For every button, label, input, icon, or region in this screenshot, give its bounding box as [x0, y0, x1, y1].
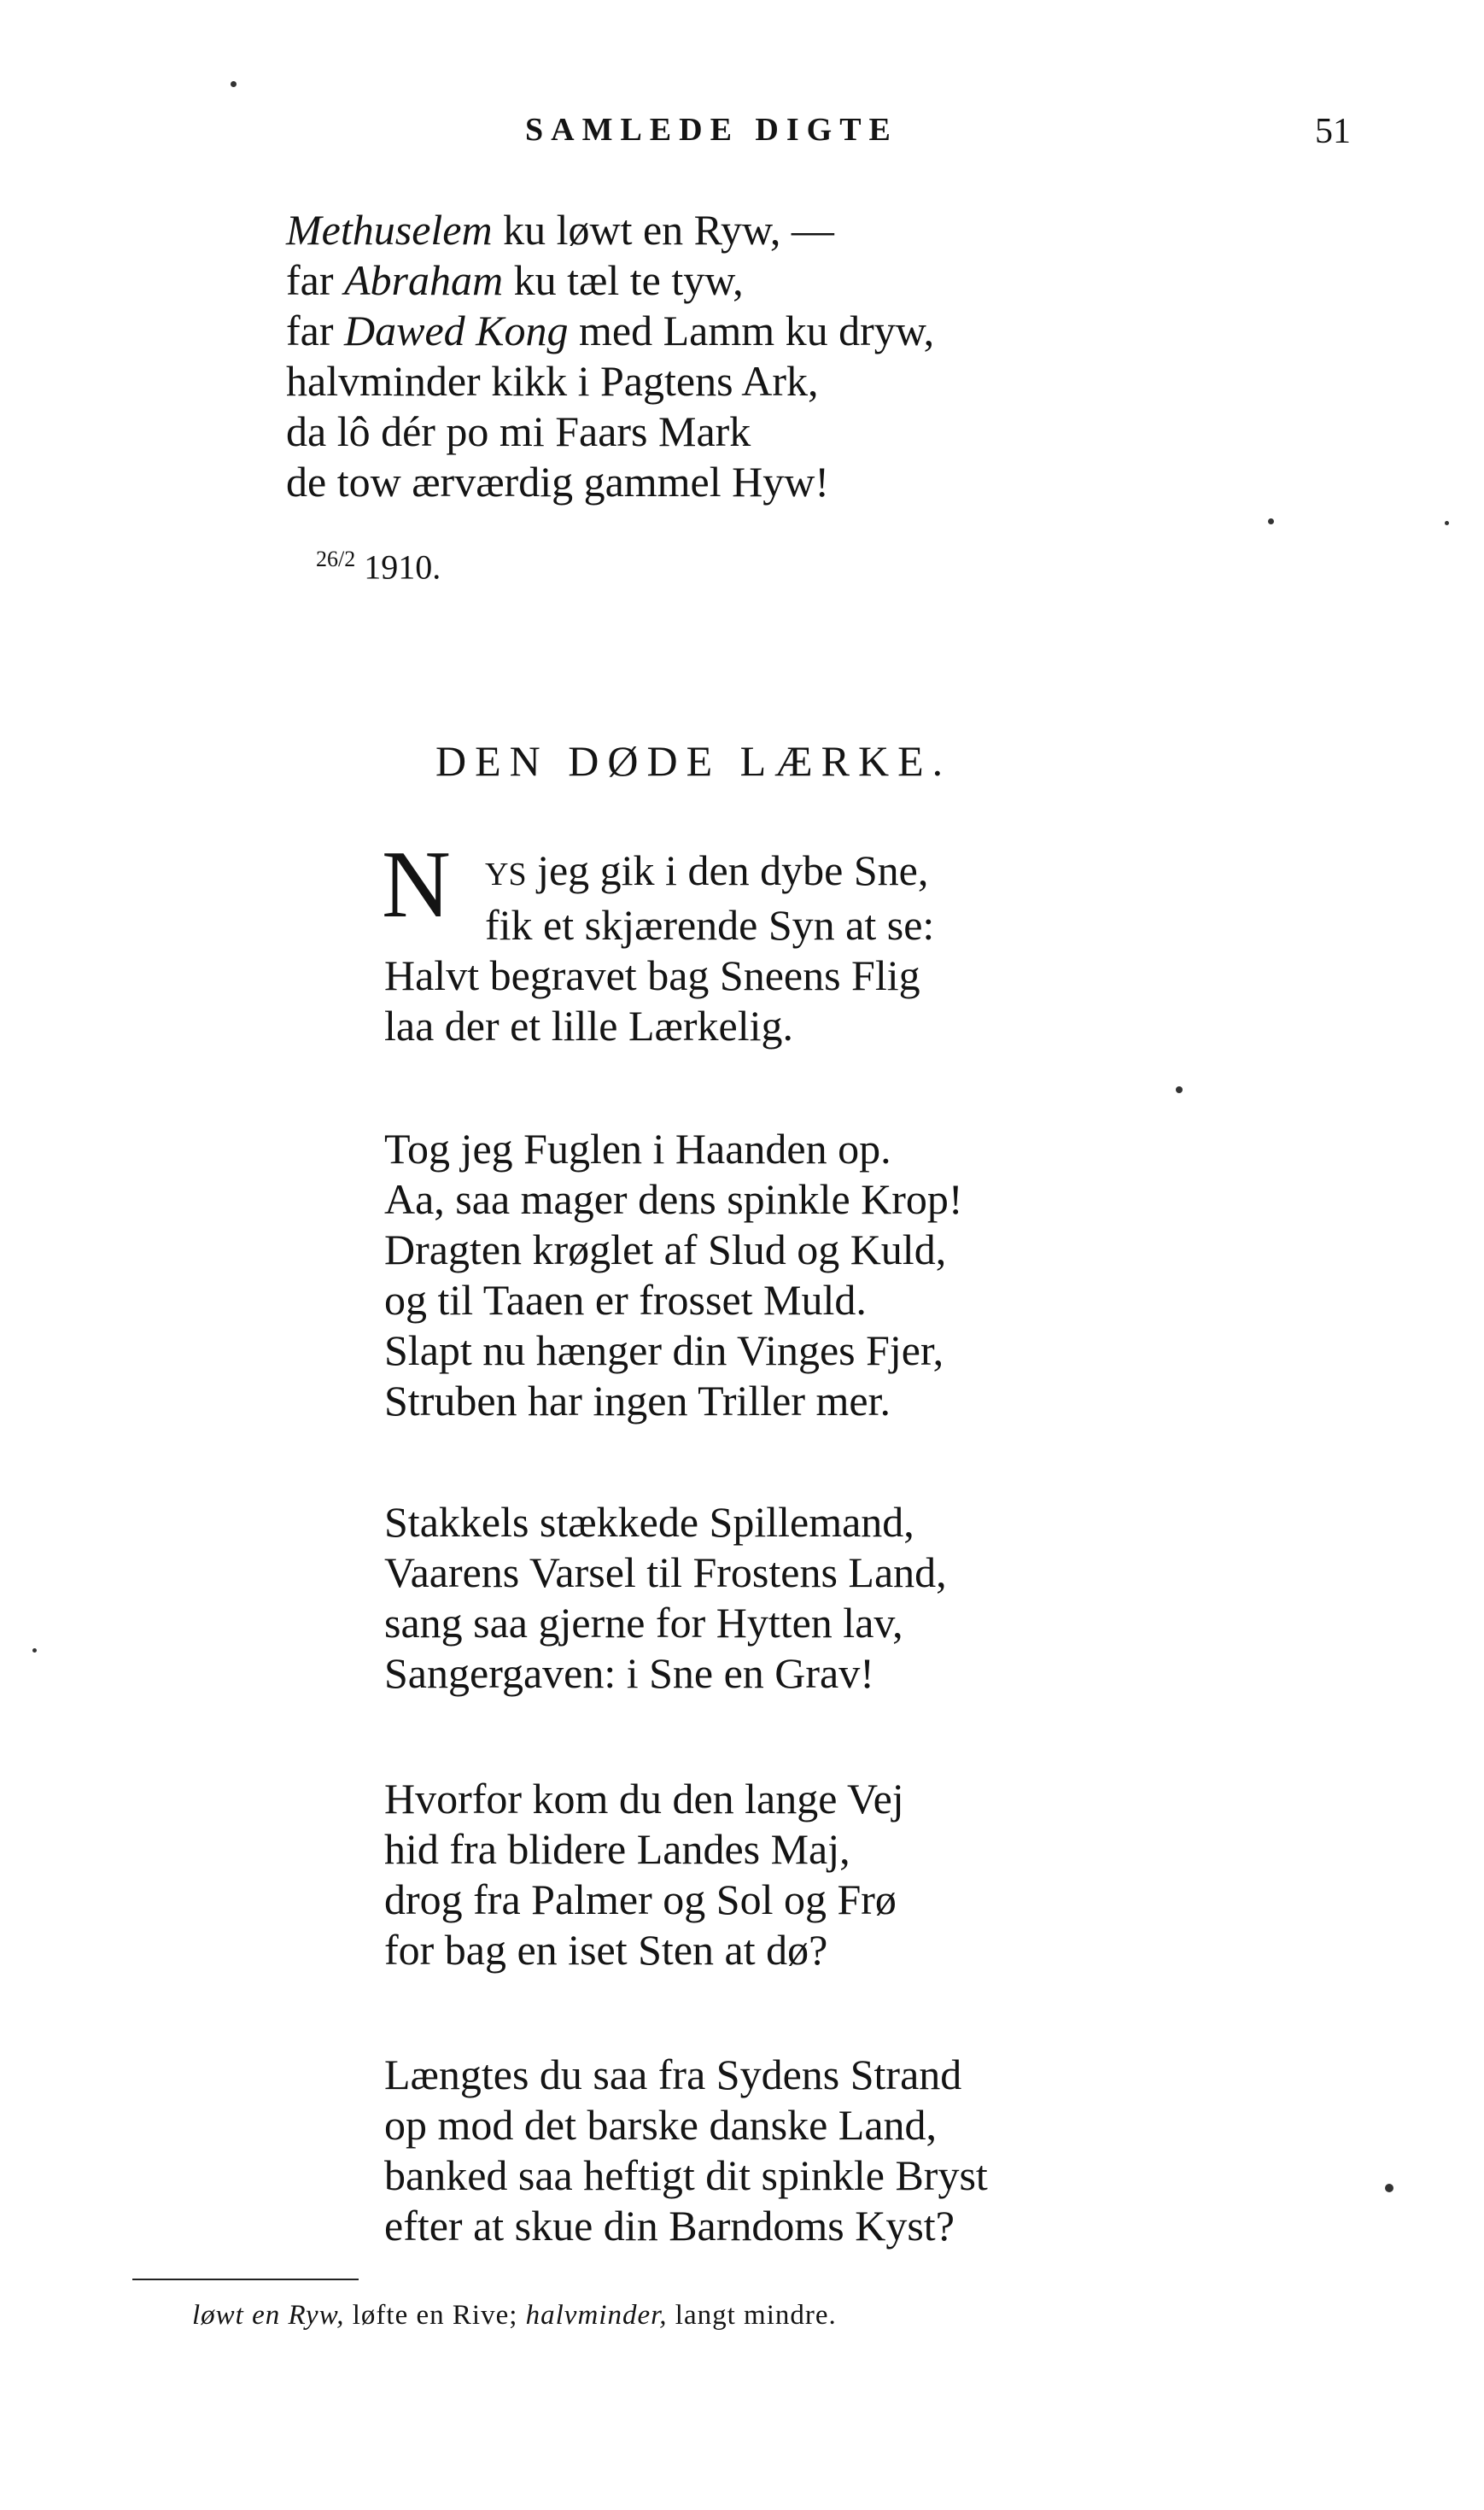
poem-line: fik et skjærende Syn at se:	[485, 901, 935, 949]
poem-line: Hvorfor kom du den lange Vej	[384, 1775, 904, 1823]
page-number: 51	[1315, 112, 1351, 151]
footnote-term: halvminder,	[525, 2300, 668, 2331]
footnote-divider	[132, 2279, 359, 2280]
scan-speck	[1445, 521, 1449, 525]
line-text: ku løwt en Ryw, —	[492, 206, 834, 254]
poem-line: da lô dér po mi Faars Mark	[286, 407, 751, 455]
running-head: SAMLEDE DIGTE	[525, 112, 898, 148]
poem-line: Vaarens Varsel til Frostens Land,	[384, 1548, 947, 1596]
poem-line: op mod det barske danske Land,	[384, 2101, 938, 2149]
poem-line: far Dawed Kong med Lamm ku dryw,	[286, 307, 935, 354]
footnote	[192, 2300, 837, 2332]
poem-line: far Abraham ku tæl te tyw,	[286, 256, 744, 304]
footnote-term: løwt en Ryw,	[192, 2300, 345, 2331]
scan-speck	[231, 81, 237, 87]
poem-line: Længtes du saa fra Sydens Strand	[384, 2051, 962, 2098]
scan-speck	[32, 1648, 37, 1653]
poem-title: DEN DØDE LÆRKE.	[435, 737, 952, 785]
poem-line: Halvt begravet bag Sneens Flig	[384, 951, 920, 999]
scan-speck	[1268, 518, 1274, 524]
scan-speck	[1385, 2184, 1393, 2192]
poem-line: YS jeg gik i den dybe Sne,	[485, 846, 929, 894]
footnote-definition: løfte en Rive;	[344, 2300, 526, 2331]
poem-line: sang saa gjerne for Hytten lav,	[384, 1599, 903, 1647]
poem-line: Dragten krøglet af Slud og Kuld,	[384, 1226, 947, 1273]
previous-poem-ending	[286, 205, 934, 507]
stanza-4	[384, 1774, 904, 1975]
name-abraham: Abraham	[344, 256, 504, 304]
poem-line: og til Taaen er frosset Muld.	[384, 1276, 867, 1324]
poem-line: for bag en iset Sten at dø?	[384, 1926, 828, 1974]
poem-line: Aa, saa mager dens spinkle Krop!	[384, 1175, 963, 1223]
poem-line: laa der et lille Lærkelig.	[384, 1002, 793, 1050]
poem-line: Struben har ingen Triller mer.	[384, 1377, 891, 1425]
poem-line: efter at skue din Barndoms Kyst?	[384, 2202, 955, 2250]
poem-line	[286, 205, 934, 255]
name-methuselem: Methuselem	[286, 206, 493, 254]
stanza-3	[384, 1497, 947, 1699]
first-word-smallcaps: YS	[485, 857, 527, 892]
poem-line: drog fra Palmer og Sol og Frø	[384, 1875, 897, 1923]
poem-line: Slapt nu hænger din Vinges Fjer,	[384, 1326, 944, 1374]
stanza-2	[384, 1124, 963, 1426]
name-dawed-kong: Dawed Kong	[344, 307, 569, 354]
poem-line: banked saa heftigt dit spinkle Bryst	[384, 2151, 988, 2199]
poem-line: Tog jeg Fuglen i Haanden op.	[384, 1125, 891, 1173]
drop-cap: N	[382, 832, 451, 938]
stanza-1	[384, 845, 934, 1051]
poem-line: Stakkels stækkede Spillemand,	[384, 1498, 914, 1546]
poem-line: Sangergaven: i Sne en Grav!	[384, 1649, 874, 1697]
footnote-definition: langt mindre.	[667, 2300, 837, 2331]
poem-line: halvminder kikk i Pagtens Ark,	[286, 357, 819, 405]
date-fraction: 26/2	[316, 547, 356, 571]
date-year: 1910.	[364, 547, 441, 587]
poem-line: de tow ærværdig gammel Hyw!	[286, 458, 830, 506]
poem-date	[316, 547, 441, 587]
scan-speck	[1176, 1086, 1183, 1093]
poem-line: hid fra blidere Landes Maj,	[384, 1825, 850, 1873]
stanza-5	[384, 2050, 988, 2251]
